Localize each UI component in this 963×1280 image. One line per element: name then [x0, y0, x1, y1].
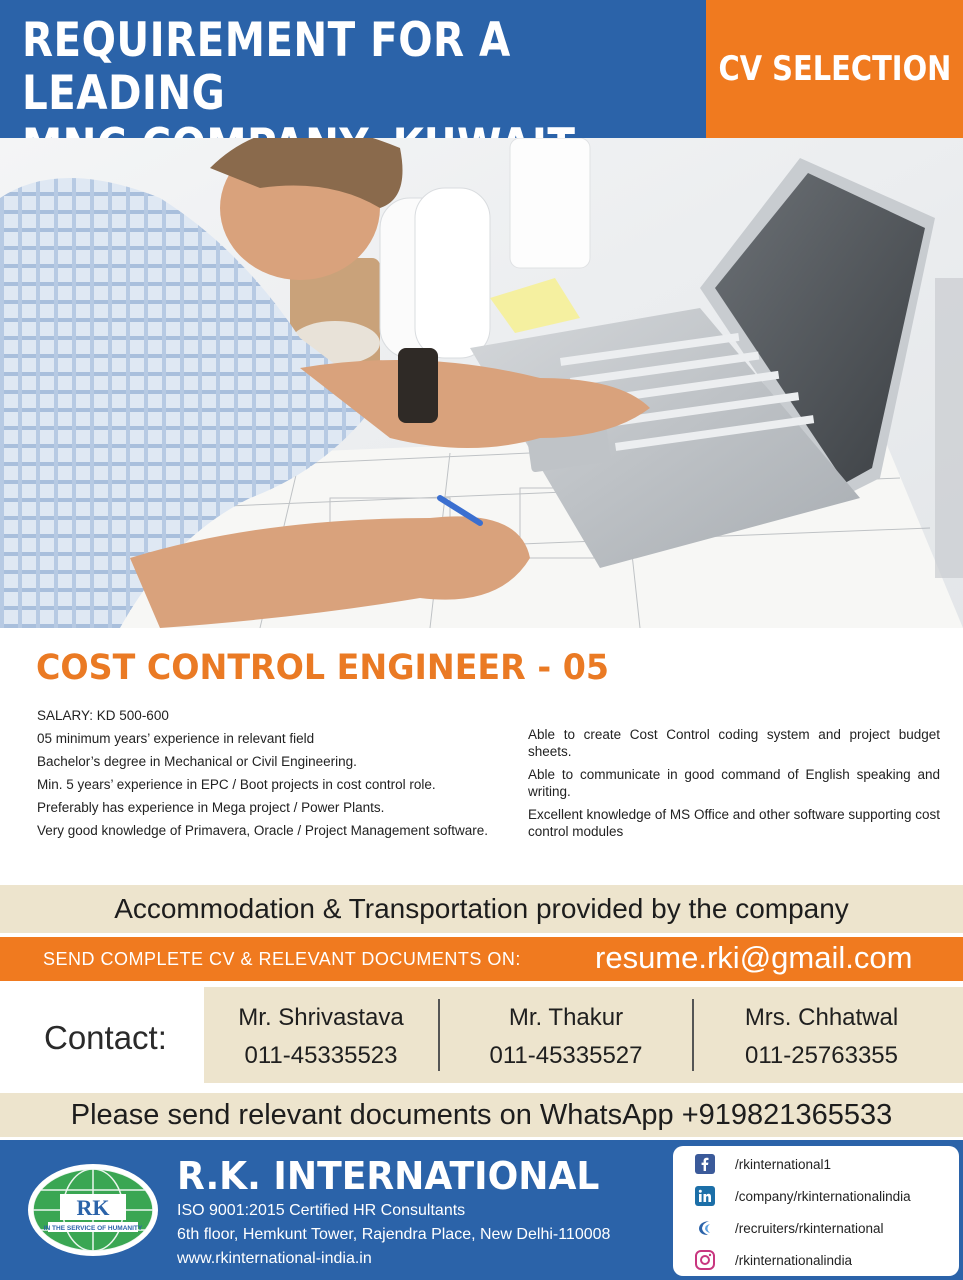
logo-rk-text: RK	[76, 1195, 110, 1220]
instagram-handle: /rkinternationalindia	[735, 1252, 853, 1268]
requirement-item: Bachelor’s degree in Mechanical or Civil Engineering.	[37, 754, 357, 769]
engineer-photo	[0, 138, 963, 628]
company-name: R.K. INTERNATIONAL	[177, 1154, 600, 1198]
cv-selection-badge	[706, 0, 963, 138]
logo-tagline: IN THE SERVICE OF HUMANITY	[43, 1225, 143, 1232]
certification-text: ISO 9001:2015 Certified HR Consultants	[177, 1202, 466, 1219]
naukri-handle: /recruiters/rkinternational	[735, 1220, 884, 1236]
contact-name: Mr. Shrivastava	[238, 1004, 404, 1031]
contact-name: Mrs. Chhatwal	[744, 1004, 899, 1031]
social-link-linkedin[interactable]	[695, 1185, 911, 1207]
contact-person	[204, 987, 438, 1083]
rk-logo	[26, 1162, 160, 1258]
requirement-item: 05 minimum years’ experience in relevant field	[37, 731, 315, 746]
website-link[interactable]: www.rkinternational-india.in	[177, 1250, 372, 1267]
social-links-box	[673, 1146, 959, 1276]
contact-panel	[204, 987, 963, 1083]
requirement-item: Excellent knowledge of MS Office and other software supporting cost control modules	[528, 807, 940, 839]
instagram-icon	[695, 1250, 715, 1270]
cv-selection-label: CV SELECTION	[718, 49, 951, 89]
requirement-item: Able to create Cost Control coding system and project budget sheets.	[528, 727, 940, 759]
linkedin-icon	[695, 1186, 715, 1206]
requirement-item: Able to communicate in good command of English speaking and writing.	[528, 767, 940, 799]
footer	[0, 1140, 963, 1280]
contact-name: Mr. Thakur	[508, 1004, 624, 1031]
accommodation-banner	[0, 885, 963, 933]
resume-email-link[interactable]: resume.rki@gmail.com	[595, 940, 913, 975]
requirements-left	[37, 707, 497, 845]
contact-section	[0, 987, 963, 1083]
linkedin-handle: /company/rkinternationalindia	[735, 1188, 911, 1204]
contact-phone[interactable]: 011-45335527	[489, 1042, 643, 1069]
contact-person	[694, 987, 949, 1083]
title-line-1: REQUIREMENT FOR A LEADING	[22, 13, 511, 121]
salary-text: SALARY: KD 500-600	[37, 708, 169, 723]
requirements-right	[528, 726, 940, 846]
send-cv-label: SEND COMPLETE CV & RELEVANT DOCUMENTS ON:	[43, 949, 521, 969]
accommodation-text: Accommodation & Transportation provided by the company	[114, 893, 849, 924]
contact-phone[interactable]: 011-25763355	[744, 1042, 899, 1069]
facebook-icon	[695, 1154, 715, 1174]
job-title: COST CONTROL ENGINEER - 05	[36, 648, 609, 688]
send-cv-bar	[0, 937, 963, 981]
contact-label: Contact:	[44, 1019, 167, 1056]
contact-phone[interactable]: 011-45335523	[244, 1042, 398, 1069]
requirement-item: Min. 5 years’ experience in EPC / Boot projects in cost control role.	[37, 777, 436, 792]
requirement-item: Preferably has experience in Mega project / Power Plants.	[37, 800, 385, 815]
whatsapp-banner	[0, 1093, 963, 1137]
whatsapp-text[interactable]: Please send relevant documents on WhatsApp +919821365533	[70, 1098, 893, 1131]
naukri-icon	[695, 1218, 715, 1238]
social-link-naukri[interactable]	[695, 1217, 884, 1239]
requirement-item: Very good knowledge of Primavera, Oracle / Project Management software.	[37, 823, 488, 838]
social-link-instagram[interactable]	[695, 1249, 852, 1271]
address-text: 6th floor, Hemkunt Tower, Rajendra Place, New Delhi-110008	[177, 1226, 611, 1243]
photo-illustration	[0, 138, 963, 628]
social-link-facebook[interactable]	[695, 1153, 831, 1175]
contact-person	[440, 987, 692, 1083]
facebook-handle: /rkinternational1	[735, 1156, 832, 1172]
